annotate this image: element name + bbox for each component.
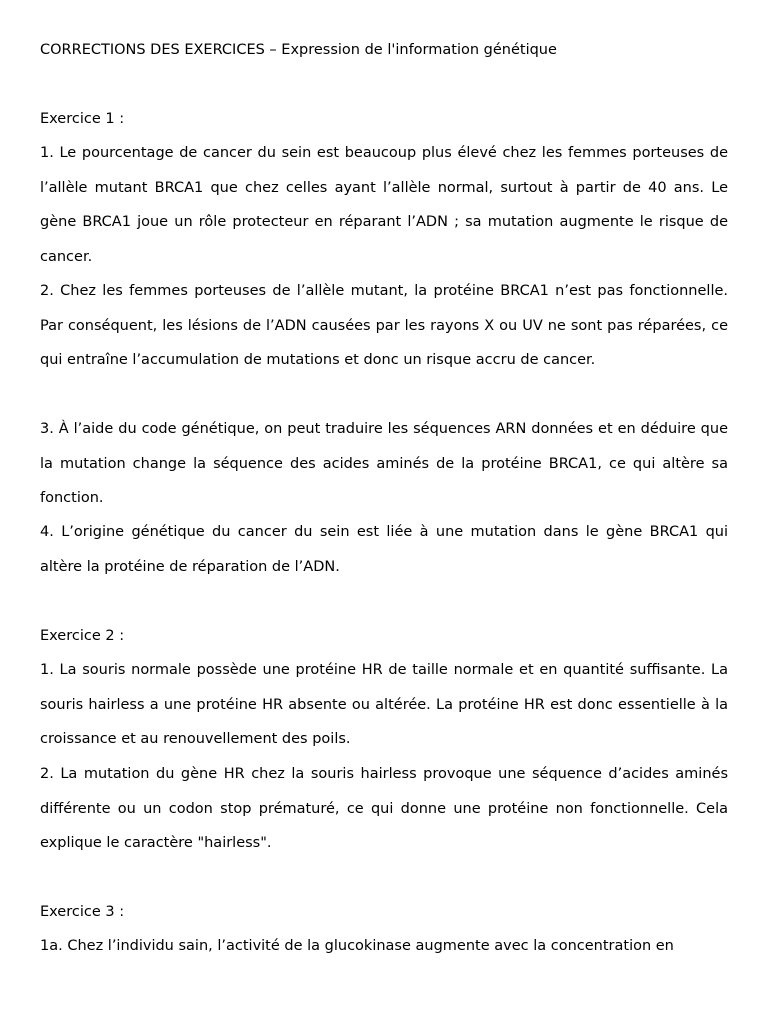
exercise-1-answer-3: 3. À l’aide du code génétique, on peut traduire les séquences ARN données et en déduire que la mutation change la séquence des acides aminés de la protéine BRCA1, ce qui altère sa fonction. (40, 421, 728, 506)
exercise-3-heading: Exercice 3 : (40, 904, 125, 920)
exercise-1-answer-4: 4. L’origine génétique du cancer du sein est liée à une mutation dans le gène BRCA1 qui altère la protéine de réparation de l’ADN. (40, 524, 728, 575)
exercise-1-answer-1: 1. Le pourcentage de cancer du sein est beaucoup plus élevé chez les femmes porteuses de l’allèle mutant BRCA1 que chez celles ayant l’allèle normal, surtout à partir de 40 ans. Le gène BRCA1 joue un rôle protecteur en réparant l’ADN ; sa mutation augmente le risque de cancer. (40, 145, 728, 265)
exercise-2-heading: Exercice 2 : (40, 628, 125, 644)
exercise-1-heading: Exercice 1 : (40, 111, 125, 127)
exercise-3-answer-1a: 1a. Chez l’individu sain, l’activité de la glucokinase augmente avec la concentration en (40, 938, 674, 954)
exercise-2-answer-1: 1. La souris normale possède une protéine HR de taille normale et en quantité suffisante. La souris hairless a une protéine HR absente ou altérée. La protéine HR est donc essentielle à la croissance et au renouvellement des poils. (40, 662, 728, 747)
document-title: CORRECTIONS DES EXERCICES – Expression de l'information génétique (40, 42, 557, 58)
exercise-2-answer-2: 2. La mutation du gène HR chez la souris hairless provoque une séquence d’acides aminés différente ou un codon stop prématuré, ce qui donne une protéine non fonctionnelle. Cela explique le caractère "hairless". (40, 766, 728, 851)
exercise-1-answer-2: 2. Chez les femmes porteuses de l’allèle mutant, la protéine BRCA1 n’est pas fonctionnelle. Par conséquent, les lésions de l’ADN causées par les rayons X ou UV ne sont pas réparées, ce qui entraîne l’accumulation de mutations et donc un risque accru de cancer. (40, 283, 728, 368)
